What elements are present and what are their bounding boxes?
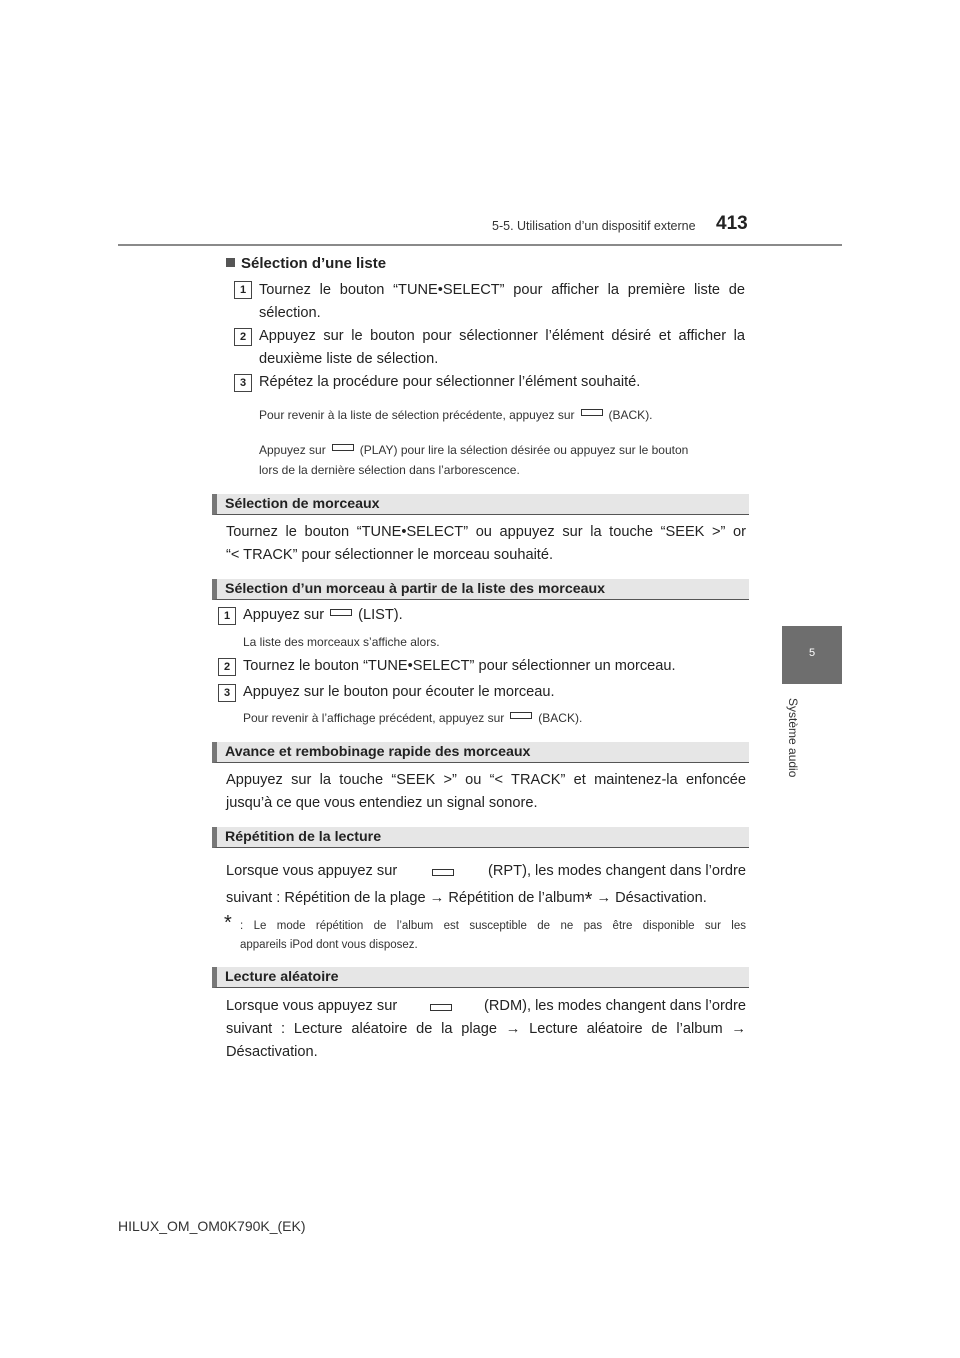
button-icon [332,444,354,451]
step-number: 3 [234,374,252,392]
square-bullet-icon [226,258,235,267]
button-icon [510,712,532,719]
step-number: 3 [218,684,236,702]
section-bar: Sélection d’un morceau à partir de la liste des morceaux [212,579,749,600]
note: La liste des morceaux s’affiche alors. [243,635,440,649]
step-text: Tournez le bouton “TUNE•SELECT” pour afficher la première liste de sélection. [259,282,745,321]
button-icon [581,409,603,416]
note-back: Pour revenir à la liste de sélection précédente, appuyez sur (BACK). [259,408,653,422]
step-number: 2 [218,658,236,676]
note-play: Appuyez sur (PLAY) pour lire la sélection désirée ou appuyez sur le bouton lors de la dernière sélection dans l’arborescence. [259,443,689,477]
paragraph: Lorsque vous appuyez sur (RDM), les modes changent dans l’ordre suivant : Lecture aléatoire de la plage → Lecture aléatoire de l’album → Désactivation. [226,998,746,1060]
button-icon [432,869,454,876]
section-bar: Répétition de la lecture [212,827,749,848]
section-bar: Lecture aléatoire [212,967,749,988]
document-code: HILUX_OM_OM0K790K_(EK) [118,1218,306,1234]
header-section-title: 5-5. Utilisation d’un dispositif externe [492,219,696,233]
chapter-label: Système audio [786,698,800,778]
step-number: 1 [234,281,252,299]
paragraph: Appuyez sur la touche “SEEK >” ou “< TRACK” et maintenez-la enfoncée jusqu’à ce que vous entendiez un signal sonore. [226,772,746,811]
step-text: Tournez le bouton “TUNE•SELECT” pour sélectionner un morceau. [243,658,676,674]
step-text: Répétez la procédure pour sélectionner l’élément souhaité. [259,374,641,390]
footnote-mark: * [224,912,232,934]
step-number: 1 [218,607,236,625]
chapter-tab[interactable] [782,626,842,684]
step-text: Appuyez sur (LIST). [243,607,403,623]
page-number: 413 [716,213,748,234]
chapter-number: 5 [808,647,816,659]
header-divider [118,244,842,246]
step-text: Appuyez sur le bouton pour écouter le morceau. [243,684,555,700]
footnote: : Le mode répétition de l’album est susceptible de ne pas être disponible sur les appareils iPod dont vous disposez. [240,920,746,951]
step-number: 2 [234,328,252,346]
section-bar: Avance et rembobinage rapide des morceaux [212,742,749,763]
paragraph: Tournez le bouton “TUNE•SELECT” ou appuyez sur la touche “SEEK >” or “< TRACK” pour sélectionner le morceau souhaité. [226,524,746,563]
button-icon [330,609,352,616]
paragraph: Lorsque vous appuyez sur (RPT), les modes changent dans l’ordre suivant : Répétition de la plage → Répétition de l’album* → Désactivation. [226,863,746,911]
note: Pour revenir à l’affichage précédent, appuyez sur (BACK). [243,711,583,725]
list-selection-title: Sélection d’une liste [226,255,386,272]
step-text: Appuyez sur le bouton pour sélectionner l’élément désiré et afficher la deuxième liste de sélection. [259,328,745,367]
section-bar: Sélection de morceaux [212,494,749,515]
button-icon [430,1004,452,1011]
